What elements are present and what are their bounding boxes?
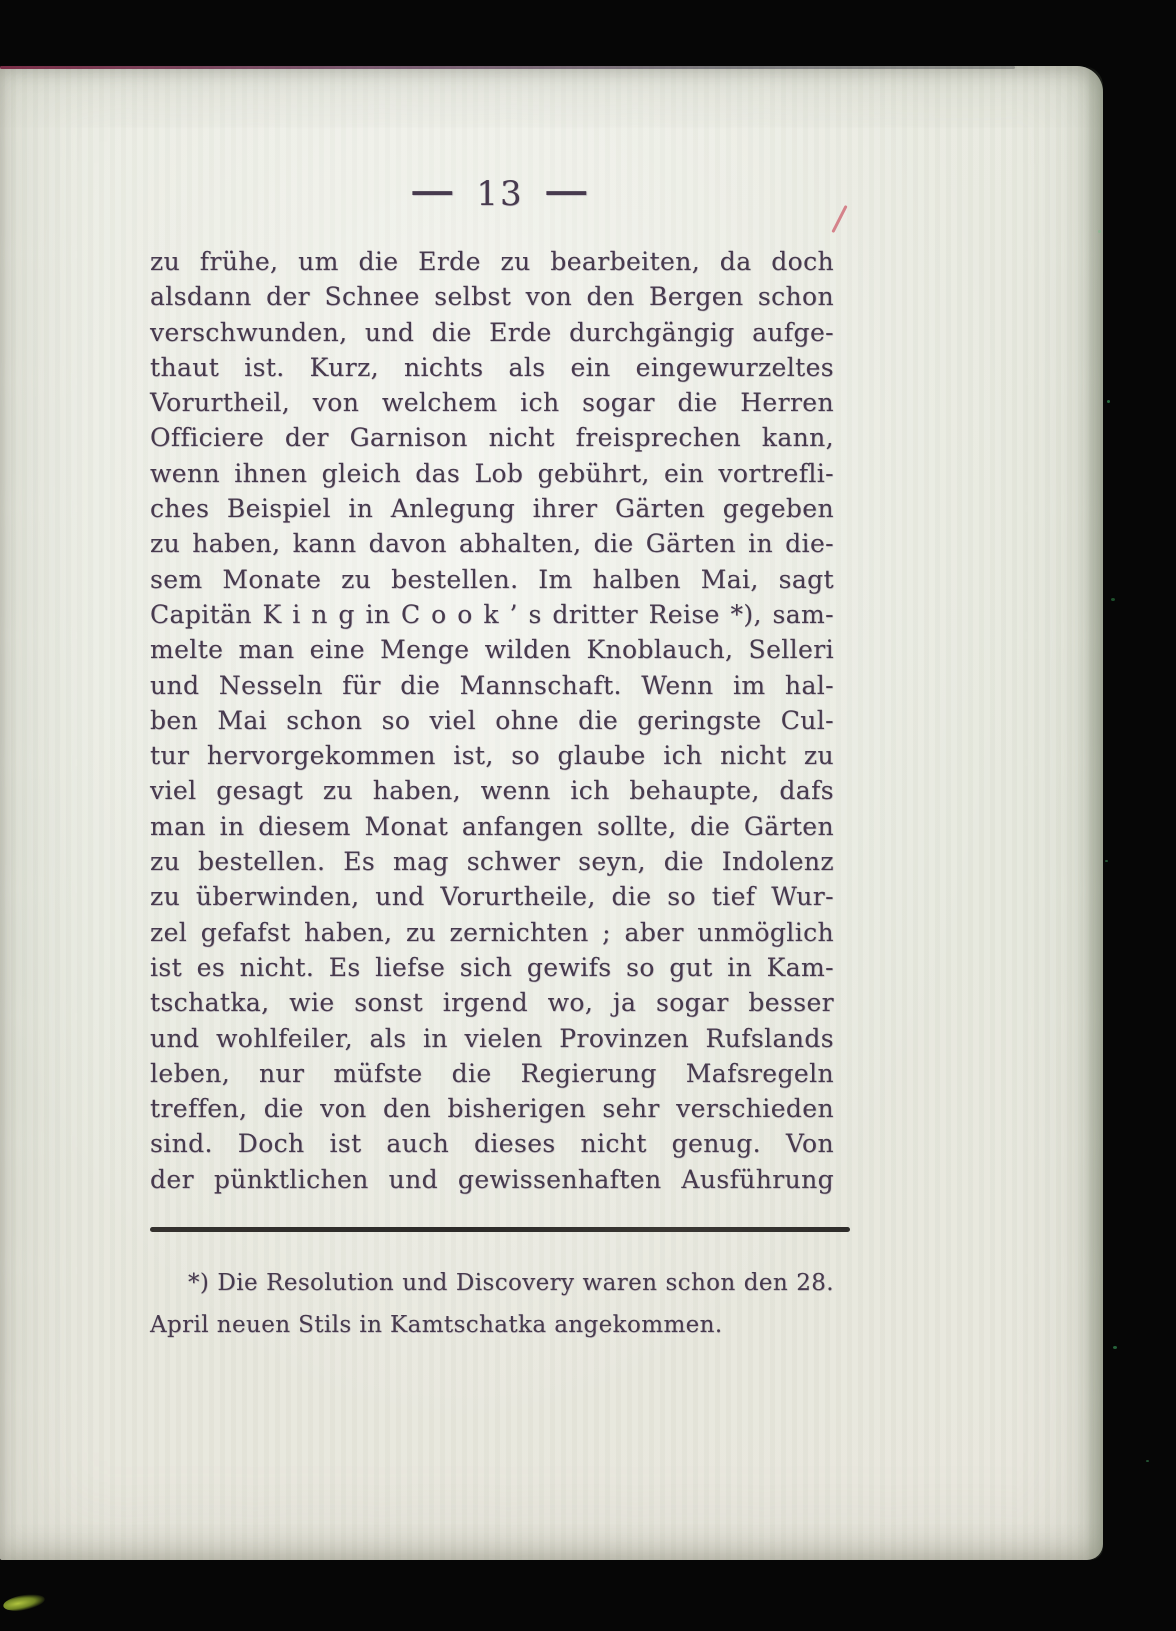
text-line: man in diesem Monat anfangen sollte, die Gärten (150, 811, 834, 841)
book-page (0, 66, 1103, 1560)
text-line: tur hervorgekommen ist, so glaube ich nicht zu (150, 741, 834, 771)
scan-speck (1105, 860, 1108, 862)
text-line: zu überwinden, und Vorurtheile, die so tief Wur- (150, 882, 834, 912)
scan-speck (1107, 400, 1110, 403)
text-line: ches Beispiel in Anlegung ihrer Gärten gegeben (150, 494, 834, 524)
header-right-dash: — (543, 171, 590, 210)
scan-speck (1146, 1460, 1149, 1462)
footnote (150, 1262, 834, 1346)
text-line: Vorurtheil, von welchem ich sogar die Herren (150, 388, 834, 418)
text-line: Officiere der Garnison nicht freisprechen kann, (150, 423, 834, 453)
text-line: sem Monate zu bestellen. Im halben Mai, sagt (150, 564, 834, 594)
text-line: zu haben, kann davon abhalten, die Gärten in die- (150, 529, 834, 559)
text-line: zu bestellen. Es mag schwer seyn, die Indolenz (150, 847, 834, 877)
scan-speck (1098, 230, 1101, 233)
text-line: tschatka, wie sonst irgend wo, ja sogar besser (150, 988, 834, 1018)
text-line: viel gesagt zu haben, wenn ich behaupte, dafs (150, 776, 834, 806)
text-line: leben, nur müfste die Regierung Mafsregeln (150, 1058, 834, 1088)
text-line: verschwunden, und die Erde durchgängig aufge- (150, 317, 834, 347)
footnote-line: April neuen Stils in Kamtschatka angekommen. (150, 1312, 723, 1338)
text-line: treffen, die von den bisherigen sehr verschieden (150, 1094, 834, 1124)
text-line: sind. Doch ist auch dieses nicht genug. Von (150, 1129, 834, 1159)
text-line: und Nesseln für die Mannschaft. Wenn im hal- (150, 670, 834, 700)
text-line: thaut ist. Kurz, nichts als ein eingewurzeltes (150, 352, 834, 382)
text-line: zu frühe, um die Erde zu bearbeiten, da doch (150, 247, 834, 276)
text-line: Capitän K i n g in C o o k ’ s dritter Reise *), sam- (150, 599, 834, 629)
text-line: ist es nicht. Es liefse sich gewifs so gut in Kam- (150, 952, 834, 982)
text-line: zel gefafst haben, zu zernichten ; aber unmöglich (150, 917, 834, 947)
text-line: alsdann der Schnee selbst von den Bergen schon (150, 282, 834, 312)
text-line: ben Mai schon so viel ohne die geringste Cul- (150, 705, 834, 735)
footnote-line: *) Die Resolution und Discovery waren schon den 28. (188, 1270, 834, 1296)
body-text (150, 244, 834, 1197)
text-line: der pünktlichen und gewissenhaften Ausführung (150, 1164, 834, 1194)
text-line: wenn ihnen gleich das Lob gebührt, ein vortrefli- (150, 458, 834, 488)
text-line: und wohlfeiler, als in vielen Provinzen Rufslands (150, 1023, 834, 1053)
green-speck-artifact (2, 1591, 46, 1613)
text-line: melte man eine Menge wilden Knoblauch, Selleri (150, 635, 834, 665)
header-left-dash: — (410, 171, 457, 210)
scan-speck (1113, 1346, 1117, 1349)
page-header (150, 171, 850, 214)
footnote-rule (150, 1227, 850, 1232)
scan-speck (1111, 598, 1115, 601)
page-number: 13 (476, 174, 524, 214)
